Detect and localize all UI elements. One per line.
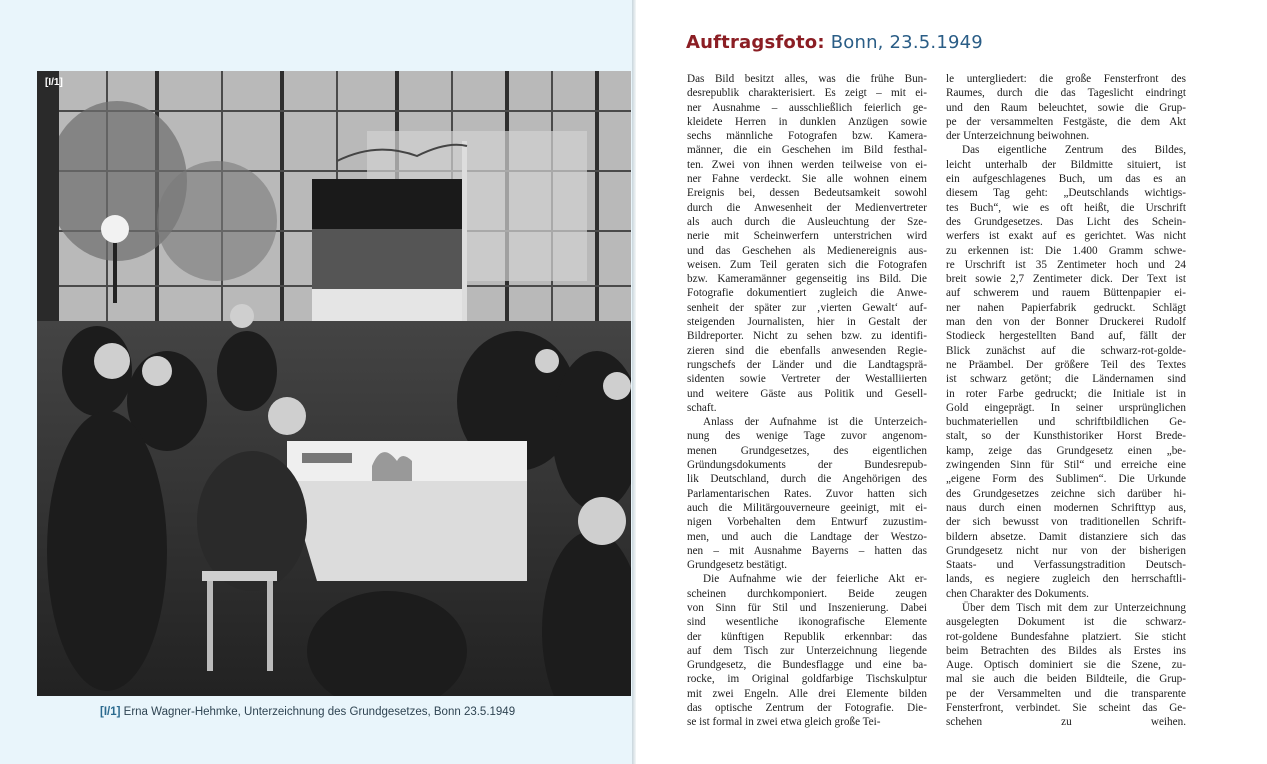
text-line: re Urschrift ist 35 Zentimeter hoch und 24 (946, 258, 1186, 271)
photograph-signing-ceremony (37, 71, 631, 696)
text-line: mit zwei Engeln. Alle drei Elemente bilden (687, 687, 927, 700)
text-line: männer, die ein Geschehen im Bild festhal- (687, 144, 927, 157)
text-line: Grundgesetz bestätigt. (687, 559, 788, 572)
text-line: man den von der Bonner Druckerei Rudolf (946, 316, 1186, 329)
text-line: Stodieck hergestellten Band auf, fällt der (946, 330, 1186, 343)
text-line: leicht unterhalb der Bildmitte situiert, ist (946, 158, 1186, 171)
text-line: Das Bild besitzt alles, was die frühe Bun- (687, 73, 927, 85)
text-line: Fotografie dokumentiert zugleich die Anwe- (687, 287, 927, 300)
text-line: nigen Vorbehalten dem Entwurf zuzustim- (687, 516, 927, 529)
text-line: Auge. Optisch dominiert sie die Szene, zu- (946, 659, 1186, 672)
text-line: pe der Versammelten und die transparente (946, 687, 1186, 700)
text-line: menen Grundgesetzes, des eigentlichen (687, 444, 927, 457)
text-line: Grundgesetz, die Bundesflagge und eine ba- (687, 659, 927, 672)
photo-illustration (37, 71, 631, 696)
text-line: Blick zunächst auf die schwarz-rot-golde- (946, 344, 1186, 357)
photo-caption (100, 706, 620, 718)
text-column-right (946, 72, 1186, 730)
heading-prefix: Auftragsfoto: (686, 32, 825, 53)
text-line: sechs männliche Fotografen bzw. Kamera- (687, 130, 927, 143)
text-line: Raumes, durch die das Tageslicht eindringt (946, 87, 1186, 100)
text-line: rungschefs der Länder und die Landtagsprä- (687, 358, 927, 371)
text-line: se ist formal in zwei etwa gleich große Tei- (687, 716, 881, 729)
text-line: weisen. Zum Teil geraten sich die Fotografen (687, 258, 927, 271)
text-line: ner Ausnahme – ausschließlich feierlich ge- (687, 101, 927, 114)
text-line: scheinen durchkomponiert. Beide zeugen (687, 587, 927, 600)
text-line: naus durch einen modernen Schrifttyp aus, (946, 501, 1186, 514)
text-line: sidenten sowie Vertreter der Westalliierten (687, 373, 927, 386)
text-line: desrepublik charakterisiert. Es zeigt – mit ei- (687, 87, 927, 100)
text-line: pe der versammelten Festgäste, die dem Akt (946, 115, 1186, 128)
text-line: das optische Zentrum der Fotografie. Die- (687, 702, 927, 715)
text-line: Gold eingeprägt. In seiner ursprünglichen (946, 401, 1186, 414)
text-line: Gründungsdokuments der Bundesrepub- (687, 459, 927, 472)
text-line: bildern absetze. Damit distanziere sich das (946, 530, 1186, 543)
heading-title: Bonn, 23.5.1949 (830, 32, 983, 53)
text-line: zieren sind die ebenfalls anwesenden Regie- (687, 344, 927, 357)
text-line: auf dem Tisch zur Unterzeichnung liegende (687, 644, 927, 657)
text-line: Staats- und Verfassungstradition Deutsch- (946, 559, 1186, 572)
text-line: als auch durch die Ausleuchtung der Sze- (687, 215, 927, 228)
text-line: Grundgesetz nicht nur von der bisherigen (946, 544, 1186, 557)
caption-label: [I/1] (100, 706, 121, 718)
text-line: der künftigen Republik erkennbar: das (687, 630, 927, 643)
caption-text: Erna Wagner-Hehmke, Unterzeichnung des Grundgesetzes, Bonn 23.5.1949 (123, 706, 516, 718)
text-line: bzw. Kameramänner gegenseitig ins Bild. Die (687, 273, 927, 286)
text-line: nen – mit Ausnahme Bayerns – hatten das (687, 544, 927, 557)
text-line: rocke, im Original goldfarbige Tischskulptur (687, 673, 927, 686)
text-line: Die Aufnahme wie der feierliche Akt er- (703, 573, 927, 586)
text-line: Parlamentarischen Rates. Zuvor hatten sich (687, 487, 927, 500)
text-line: stalt, so der Kunsthistoriker Horst Brede- (946, 430, 1186, 443)
text-line: auch die Militärgouverneure geeinigt, mit ei- (687, 501, 927, 514)
text-line: lands, es negiere zugleich den herrschaftli- (946, 573, 1186, 586)
text-line: zwingenden Sinn für Stil“ und erreiche eine (946, 459, 1186, 472)
text-line: rot-goldene Bundesfahne platziert. Sie sticht (946, 630, 1186, 643)
text-line: kamp, zeige das Grundgesetz einen „be- (946, 444, 1186, 457)
text-line: sind wesentliche ikonografische Elemente (687, 616, 927, 629)
text-line: nerie mit Scheinwerfern unterstrichen wird (687, 230, 927, 243)
text-line: breit sowie 2,7 Zentimeter dick. Der Text ist (946, 273, 1186, 286)
text-line: durch die Anwesenheit der Medienvertreter (687, 201, 927, 214)
text-line: des Grundgesetzes. Das Licht des Schein- (946, 215, 1186, 228)
section-heading (686, 32, 983, 53)
text-line: ner Fahne verdeckt. Sie alle wohnen einem (687, 173, 927, 186)
text-line: Anlass der Aufnahme ist die Unterzeich- (703, 416, 927, 429)
text-line: ten. Zwei von ihnen werden teilweise von ei- (687, 158, 927, 171)
text-line: ist schwarz getönt; die Ländernamen sind (946, 373, 1186, 386)
text-line: ein aufgeschlagenes Buch, um das es an (946, 173, 1186, 186)
text-line: men, und auch die Landtage der Westzo- (687, 530, 927, 543)
text-line: Über dem Tisch mit dem zur Unterzeichnung (962, 601, 1186, 614)
text-line: ner nahen Papierfabrik gedruckt. Schlägt (946, 301, 1186, 314)
text-line: buchmateriellen und schriftbildlichen Ge- (946, 416, 1186, 429)
text-line: „eigene Form des Sublimen“. Die Urkunde (946, 473, 1186, 486)
text-line: lik Deutschland, durch die Angehörigen des (687, 473, 927, 486)
text-column-left (687, 72, 927, 730)
text-line: ne Präambel. Der größere Teil des Textes (946, 358, 1186, 371)
text-line: und weitere Gäste aus Politik und Gesell- (687, 387, 927, 400)
text-line: senheit der später zur ‚vierten Gewalt‘ auf- (687, 301, 927, 314)
text-line: tes Buch“, wie es oft heißt, die Urschrift (946, 201, 1186, 214)
text-line: auf schwerem und rauem Büttenpapier ei- (946, 287, 1186, 300)
text-line: Ereignis bei, dessen Bedeutsamkeit sowohl (687, 187, 927, 200)
text-line: chen Charakter des Dokuments. (946, 587, 1089, 600)
text-line: werfers ist exakt auf es gerichtet. Was nicht (946, 230, 1186, 243)
text-line: ausgelegten Dokument ist die schwarz- (946, 616, 1186, 629)
text-line: steigenden Journalisten, hier in Gestalt der (687, 316, 927, 329)
left-page (0, 0, 632, 764)
text-line: diesem Tag geht: „Deutschlands wichtigs- (946, 187, 1186, 200)
text-line: Das eigentliche Zentrum des Bildes, (962, 144, 1186, 157)
text-line: in roter Farbe gedruckt; die Initiale ist in (946, 387, 1186, 400)
text-line: und den Raum beleuchtet, sowie die Grup- (946, 101, 1186, 114)
text-line: der Unterzeichnung beiwohnen. (946, 130, 1090, 143)
text-line: Fensterfront, verbindet. Sie scheint das Ge- (946, 702, 1186, 715)
text-line: schehen zu weihen. (946, 716, 1186, 729)
text-line: zu erkennen ist: Die 1.400 Gramm schwe- (946, 244, 1186, 257)
text-line: der sich bewusst von traditionellen Schrift- (946, 516, 1186, 529)
text-line: mal sie auch die beiden Bildteile, die Grup- (946, 673, 1186, 686)
text-line: Bildreporter. Nicht zu sehen bzw. zu identifi- (687, 330, 927, 343)
text-line: le untergliedert: die große Fensterfront des (946, 73, 1186, 85)
text-line: beim Betrachten des Bildes als Erstes ins (946, 644, 1186, 657)
photo-tag: [I/1] (45, 77, 63, 88)
text-line: des Grundgesetzes zeichne sich darüber hi- (946, 487, 1186, 500)
text-line: nung des wenige Tage zuvor angenom- (687, 430, 927, 443)
text-line: von Sinn für Stil und Inszenierung. Dabei (687, 601, 927, 614)
text-line: schaft. (687, 401, 717, 414)
text-line: und das Geschehen als Medienereignis aus- (687, 244, 927, 257)
text-line: kleidete Herren in dunklen Anzügen sowie (687, 115, 927, 128)
